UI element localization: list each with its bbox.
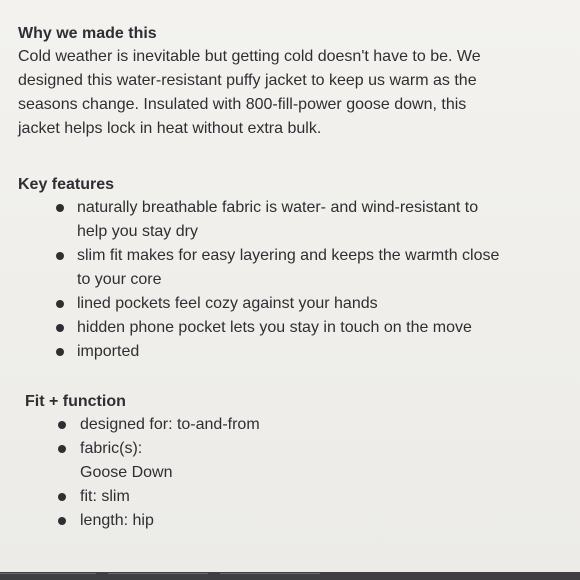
list-item	[18, 196, 566, 244]
list-item	[25, 437, 566, 485]
divider	[220, 573, 320, 578]
divider	[108, 573, 208, 578]
list-item-text: fabric(s):	[80, 440, 143, 457]
bullet-icon	[58, 517, 66, 525]
list-item-text: lined pockets feel cozy against your hands	[77, 295, 378, 312]
list-item-text: hidden phone pocket lets you stay in touch on the move	[77, 319, 472, 336]
list-item-text: Goose Down	[80, 464, 173, 481]
key-features-heading: Key features	[18, 176, 115, 193]
list-item	[25, 485, 566, 509]
bullet-icon	[58, 445, 66, 453]
list-item-text: help you stay dry	[77, 223, 198, 240]
bullet-icon	[56, 348, 64, 356]
why-line: Cold weather is inevitable but getting cold doesn't have to be. We	[18, 48, 481, 65]
bullet-icon	[58, 421, 66, 429]
list-item	[25, 413, 566, 437]
key-features-section	[18, 174, 566, 364]
bullet-icon	[56, 300, 64, 308]
key-features-list	[18, 196, 566, 364]
why-we-made-this-section	[18, 24, 566, 141]
list-item	[18, 340, 566, 364]
bullet-icon	[58, 493, 66, 501]
bullet-icon	[56, 324, 64, 332]
bottom-edge	[0, 572, 580, 580]
fit-function-heading: Fit + function	[25, 393, 126, 410]
bullet-icon	[56, 204, 64, 212]
why-heading: Why we made this	[18, 25, 157, 42]
list-item-text: slim fit makes for easy layering and keeps the warmth close	[77, 247, 500, 264]
fit-function-section	[25, 391, 566, 533]
divider	[0, 573, 96, 578]
why-paragraph	[18, 45, 566, 141]
bullet-icon	[56, 252, 64, 260]
list-item-text: designed for: to-and-from	[80, 416, 260, 433]
list-item	[18, 316, 566, 340]
why-line: seasons change. Insulated with 800-fill-power goose down, this	[18, 96, 467, 113]
list-item-text: to your core	[77, 271, 162, 288]
why-line: designed this water-resistant puffy jacket to keep us warm as the	[18, 72, 477, 89]
fit-function-list	[25, 413, 566, 533]
list-item	[18, 292, 566, 316]
list-item-text: length: hip	[80, 512, 154, 529]
list-item-text: fit: slim	[80, 488, 130, 505]
list-item	[18, 244, 566, 292]
list-item	[25, 509, 566, 533]
list-item-text: naturally breathable fabric is water- and wind-resistant to	[77, 199, 479, 216]
list-item-text: imported	[77, 343, 140, 360]
why-line: jacket helps lock in heat without extra bulk.	[18, 120, 322, 137]
